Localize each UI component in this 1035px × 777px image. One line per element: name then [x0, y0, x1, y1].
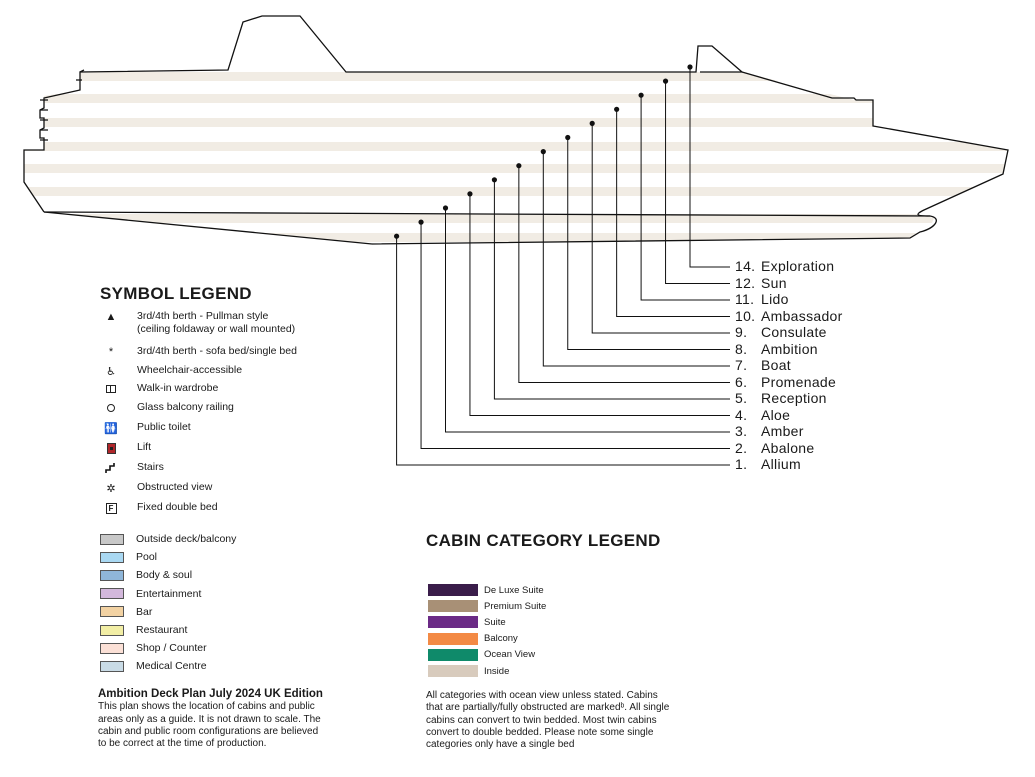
category-note — [426, 690, 756, 751]
cabin-color-swatch — [428, 600, 478, 612]
cabin-category-item — [428, 599, 546, 613]
symbol-legend-label — [137, 421, 191, 434]
cabin-category-item — [428, 583, 544, 597]
fixed-bed-icon: F — [100, 501, 122, 515]
deck-label[interactable] — [735, 341, 818, 357]
symbol-legend-label — [137, 461, 164, 474]
deck-number: 2. — [735, 439, 748, 456]
disclaimer-line: cabin and public room configurations are believed — [98, 725, 319, 737]
cabin-category-label: Inside — [484, 665, 510, 677]
symbol-legend-label — [137, 345, 297, 358]
symbol-legend-line: Wheelchair-accessible — [137, 364, 243, 376]
circle-icon — [100, 401, 122, 415]
symbol-legend-line: Stairs — [137, 461, 164, 473]
area-legend-item — [100, 550, 157, 564]
deck-number: 11. — [735, 291, 755, 307]
symbol-legend-item — [100, 364, 242, 382]
deck-leader-line — [592, 123, 730, 333]
area-legend-label: Body & soul — [136, 569, 193, 582]
deck-plan-title: Ambition Deck Plan July 2024 UK Edition — [98, 688, 323, 700]
deck-leader-line — [397, 236, 730, 465]
wardrobe-icon — [100, 382, 122, 396]
area-color-swatch — [100, 570, 124, 581]
area-legend-label: Outside deck/balcony — [136, 533, 237, 545]
symbol-legend-item — [100, 401, 234, 419]
area-legend-label: Bar — [136, 605, 153, 618]
deck-label[interactable] — [735, 423, 804, 439]
deck-label[interactable] — [735, 440, 814, 456]
symbol-legend-label — [137, 501, 218, 514]
cabin-color-swatch — [428, 649, 478, 661]
deck-label[interactable] — [735, 357, 791, 373]
deck-name: Allium — [761, 456, 801, 472]
deck-name: Consulate — [761, 324, 827, 340]
area-legend-label: Restaurant — [136, 624, 188, 636]
symbol-legend-label — [137, 310, 295, 336]
deck-number: 5. — [735, 390, 748, 406]
deck-marker-dot — [663, 79, 668, 84]
symbol-legend-label — [137, 364, 242, 377]
symbol-legend-item — [100, 421, 191, 439]
area-legend-item — [100, 641, 207, 655]
symbol-legend-item — [100, 382, 218, 400]
deck-number: 12. — [735, 274, 756, 291]
footer-disclaimer — [98, 688, 388, 750]
cabin-color-swatch — [428, 665, 478, 677]
area-legend-item — [100, 659, 207, 673]
note-line: that are partially/fully obstructed are markedᵇ. All single — [426, 702, 670, 714]
cabin-category-item — [428, 632, 518, 646]
deck-number: 7. — [735, 357, 748, 373]
area-color-swatch — [100, 534, 124, 545]
symbol-legend-line: (ceiling foldaway or wall mounted) — [137, 323, 296, 335]
symbol-legend-label — [137, 401, 234, 414]
cabin-category-label: Premium Suite — [484, 600, 547, 612]
deck-number: 14. — [735, 258, 756, 274]
deck-name: Boat — [761, 357, 791, 373]
cabin-category-item — [428, 615, 506, 629]
toilet-icon: 🚻 — [104, 422, 118, 435]
deck-name: Ambition — [761, 340, 818, 357]
area-color-swatch — [100, 625, 124, 636]
deck-label[interactable] — [735, 407, 790, 423]
symbol-legend-item — [100, 345, 297, 363]
deck-label[interactable] — [735, 374, 836, 390]
area-legend-item — [100, 532, 236, 546]
deck-number: 8. — [735, 340, 748, 357]
symbol-legend-line: Glass balcony railing — [137, 401, 234, 413]
disclaimer-line: areas only as a guide. It is not drawn to scale. The — [98, 713, 321, 725]
symbol-legend-item — [100, 441, 151, 459]
symbol-legend-line: Obstructed view — [137, 481, 213, 493]
cabin-category-item — [428, 648, 535, 662]
area-color-swatch — [100, 588, 124, 599]
deck-name: Reception — [761, 390, 827, 406]
area-legend-label: Pool — [136, 551, 158, 564]
area-legend-item — [100, 623, 187, 637]
deck-label[interactable] — [735, 275, 787, 291]
deck-leader-line — [543, 152, 730, 366]
symbol-legend-line: 3rd/4th berth - sofa bed/single bed — [137, 345, 297, 357]
deck-number: 1. — [735, 456, 748, 472]
cabin-color-swatch — [428, 616, 478, 628]
symbol-legend-item — [100, 501, 218, 519]
deck-marker-dot — [639, 93, 644, 98]
deck-label[interactable] — [735, 291, 789, 307]
deck-label[interactable] — [735, 258, 834, 274]
deck-name: Promenade — [761, 373, 837, 390]
area-color-swatch — [100, 552, 124, 563]
deck-marker-dot — [443, 205, 448, 210]
deck-leader-line — [421, 222, 730, 448]
deck-name: Amber — [761, 423, 804, 439]
symbol-legend-label — [137, 441, 151, 454]
note-line: cabins can convert to twin bedded. Most twin cabins — [426, 714, 657, 726]
deck-number: 9. — [735, 324, 748, 340]
symbol-legend-line: 3rd/4th berth - Pullman style — [137, 310, 269, 322]
symbol-legend-item — [100, 310, 296, 335]
triangle-icon: ▲ — [105, 311, 117, 323]
area-legend-label: Entertainment — [136, 587, 202, 600]
deck-name: Aloe — [761, 406, 791, 423]
deck-marker-dot — [590, 121, 595, 126]
cabin-category-label: Balcony — [484, 633, 518, 645]
symbol-legend-line: Lift — [137, 441, 152, 453]
area-legend-label: Shop / Counter — [136, 642, 207, 655]
deck-leader-line — [666, 81, 730, 283]
area-legend-item — [100, 605, 152, 619]
deck-label[interactable] — [735, 324, 827, 340]
symbol-legend-item — [100, 461, 164, 479]
deck-label[interactable] — [735, 390, 827, 406]
deck-number: 4. — [735, 406, 748, 423]
deck-number: 6. — [735, 373, 748, 390]
cabin-category-label: Suite — [484, 616, 506, 628]
deck-name: Exploration — [761, 258, 835, 274]
note-line: categories only have a single bed — [426, 739, 575, 751]
hull-stripes — [0, 72, 1035, 242]
cabin-category-label: De Luxe Suite — [484, 584, 544, 596]
asterisk-icon: * — [108, 346, 114, 358]
deck-marker-dot — [394, 234, 399, 239]
deck-label[interactable] — [735, 456, 801, 472]
cabin-color-swatch — [428, 633, 478, 645]
deck-marker-dot — [516, 163, 521, 168]
deck-name: Sun — [761, 274, 787, 291]
area-legend-item — [100, 568, 192, 582]
disclaimer-line: This plan shows the location of cabins and public — [98, 701, 315, 713]
deck-marker-dot — [467, 191, 472, 196]
symbol-legend-label — [137, 481, 212, 494]
cabin-color-swatch — [428, 584, 478, 596]
deck-name: Ambassador — [761, 307, 843, 324]
symbol-legend-line: Public toilet — [137, 421, 191, 433]
deck-name: Lido — [761, 291, 789, 307]
note-line: convert to double bedded. Please note some single — [426, 726, 654, 738]
deck-marker-dot — [687, 64, 692, 69]
area-color-swatch — [100, 643, 124, 654]
area-color-swatch — [100, 661, 124, 672]
symbol-legend-line: Fixed double bed — [137, 501, 218, 513]
disclaimer-line: to be correct at the time of production. — [98, 738, 267, 750]
deck-number: 3. — [735, 423, 748, 439]
deck-marker-dot — [492, 177, 497, 182]
hull-outline — [24, 16, 1008, 244]
area-color-swatch — [100, 606, 124, 617]
wheelchair-icon: ♿ — [106, 365, 116, 378]
symbol-legend-line: Walk-in wardrobe — [137, 382, 219, 394]
stairs-icon — [100, 461, 122, 475]
deck-number: 10. — [735, 307, 756, 324]
lift-icon — [100, 441, 122, 455]
cabin-legend-title: CABIN CATEGORY LEGEND — [426, 531, 661, 550]
deck-marker-dot — [541, 149, 546, 154]
area-legend-label: Medical Centre — [136, 660, 207, 673]
area-legend-item — [100, 587, 201, 601]
deck-leader-line — [617, 109, 730, 316]
note-line: All categories with ocean view unless stated. Cabins — [426, 690, 658, 701]
deck-marker-dot — [614, 107, 619, 112]
symbol-legend-item — [100, 481, 212, 499]
cabin-category-label: Ocean View — [484, 649, 536, 661]
deck-marker-dot — [418, 220, 423, 225]
obstructed-view-icon: ✲ — [106, 482, 116, 495]
cabin-category-item — [428, 664, 509, 678]
deck-label[interactable] — [735, 308, 843, 324]
symbol-legend-label — [137, 382, 218, 395]
deck-name: Abalone — [761, 439, 815, 456]
symbol-legend-title: SYMBOL LEGEND — [100, 284, 252, 303]
deck-marker-dot — [565, 135, 570, 140]
